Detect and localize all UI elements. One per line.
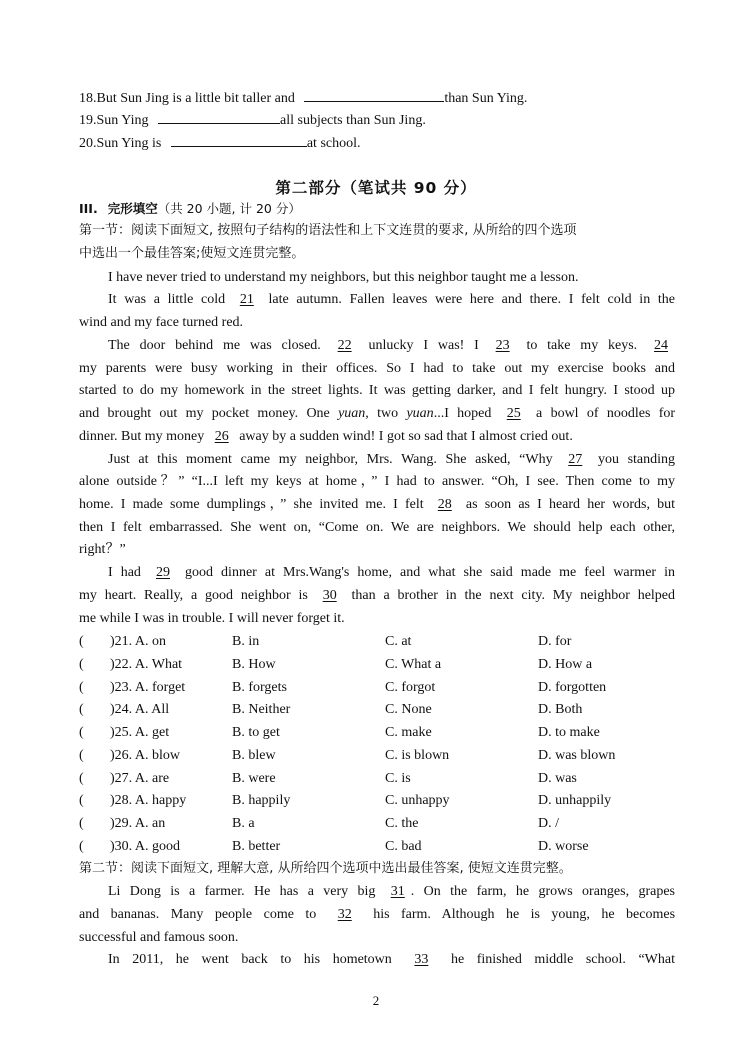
blank-28[interactable]: 28 xyxy=(437,497,452,512)
passage-line: me while I was in trouble. I will never forget it. xyxy=(79,611,345,626)
option-a: )29. A. an xyxy=(110,816,166,831)
option-c: C. at xyxy=(385,634,412,649)
part-title: 第二部分（笔试共 90 分） xyxy=(275,179,477,197)
passage-line xyxy=(79,906,675,924)
blank-24[interactable]: 24 xyxy=(654,338,669,353)
blank-29[interactable]: 29 xyxy=(155,565,170,580)
passage-line xyxy=(108,337,675,355)
answer-paren[interactable]: ( xyxy=(79,725,84,740)
fill-line-20 xyxy=(79,132,675,153)
passage-text: dinner. But my money xyxy=(79,429,205,444)
passage-text: Just at this moment came my neighbor, Mrs. Wang. She asked, “Why xyxy=(108,452,553,467)
question-row xyxy=(79,701,679,719)
passage-line: successful and famous soon. xyxy=(79,930,239,945)
answer-paren[interactable]: ( xyxy=(79,634,84,649)
passage-text: The door behind me was closed. xyxy=(108,338,321,353)
section-note: （共 20 小题, 计 20 分） xyxy=(157,201,301,216)
passage-text: two xyxy=(377,406,399,421)
option-c: C. unhappy xyxy=(385,793,450,808)
fill-line-text: at school. xyxy=(306,136,361,151)
passage-text: Li Dong is a farmer. He has a very big xyxy=(108,884,376,899)
passage-line xyxy=(79,405,675,423)
fill-line-18 xyxy=(79,87,675,108)
passage-line xyxy=(108,883,675,901)
passage-text: and bananas. Many people come to xyxy=(79,907,317,922)
question-row xyxy=(79,724,679,742)
question-row xyxy=(79,633,679,651)
option-a: )23. A. forget xyxy=(110,680,186,695)
passage-text: good dinner at Mrs.Wang's home, and what she said made me feel warmer in xyxy=(185,565,676,580)
option-b: B. Neither xyxy=(232,702,291,717)
question-row xyxy=(79,770,679,788)
passage-text: you standing xyxy=(597,452,676,467)
answer-paren[interactable]: ( xyxy=(79,702,84,717)
passage-text: unlucky I was! I xyxy=(368,338,479,353)
passage-line: right？” xyxy=(79,542,126,557)
option-d: D. to make xyxy=(538,725,600,740)
passage-italic: yuan, xyxy=(338,406,369,421)
option-a: )28. A. happy xyxy=(110,793,187,808)
option-a: )26. A. blow xyxy=(110,748,180,763)
option-d: D. worse xyxy=(538,839,589,854)
passage-text: as soon as I heard her words, but xyxy=(465,497,675,512)
option-c: C. the xyxy=(385,816,419,831)
answer-blank[interactable] xyxy=(304,87,444,102)
blank-22[interactable]: 22 xyxy=(337,338,352,353)
option-b: B. blew xyxy=(232,748,276,763)
option-c: C. make xyxy=(385,725,432,740)
passage-line xyxy=(108,451,675,469)
instruction-line: 中选出一个最佳答案;使短文连贯完整。 xyxy=(79,246,305,261)
option-d: D. was blown xyxy=(538,748,616,763)
passage-line: my parents were busy working in their offices. So I had to take out my exercise books and xyxy=(79,361,675,376)
option-b: B. better xyxy=(232,839,281,854)
passage-italic: yuan xyxy=(406,406,434,421)
fill-line-text: all subjects than Sun Jing. xyxy=(280,113,426,128)
blank-26[interactable]: 26 xyxy=(214,429,229,444)
passage-text: late autumn. Fallen leaves were here and there. I felt cold in the xyxy=(268,292,675,307)
instruction-line: 第一节：阅读下面短文, 按照句子结构的语法性和上下文连贯的要求, 从所给的四个选项 xyxy=(79,223,577,238)
question-row xyxy=(79,656,679,674)
passage-text: he finished middle school. “What xyxy=(450,952,676,967)
answer-blank[interactable] xyxy=(158,109,280,124)
passage-text: to take my keys. xyxy=(526,338,638,353)
fill-line-19 xyxy=(79,109,675,130)
question-row xyxy=(79,747,679,765)
passage-text: I had xyxy=(108,565,141,580)
blank-32[interactable]: 32 xyxy=(337,907,352,922)
blank-33[interactable]: 33 xyxy=(414,952,429,967)
passage-line xyxy=(79,428,675,446)
option-b: B. a xyxy=(232,816,255,831)
passage-line xyxy=(79,587,675,605)
passage-text: In 2011, he went back to his hometown xyxy=(108,952,392,967)
option-b: B. to get xyxy=(232,725,280,740)
passage-text: away by a sudden wind! I got so sad that I almost cried out. xyxy=(239,429,573,444)
passage-line: then I felt embarrassed. She went on, “Come on. We are neighbors. We should help each other, xyxy=(79,520,675,535)
option-a: )21. A. on xyxy=(110,634,166,649)
option-c: C. is blown xyxy=(385,748,450,763)
passage-text: than a brother in the next city. My neighbor helped xyxy=(351,588,676,603)
passage-line xyxy=(108,951,675,969)
option-d: D. Both xyxy=(538,702,583,717)
answer-paren[interactable]: ( xyxy=(79,771,84,786)
option-c: C. What a xyxy=(385,657,442,672)
blank-21[interactable]: 21 xyxy=(239,292,254,307)
passage-text: a bowl of noodles for xyxy=(536,406,676,421)
answer-paren[interactable]: ( xyxy=(79,657,84,672)
passage-line: wind and my face turned red. xyxy=(79,315,244,330)
option-d: D. How a xyxy=(538,657,593,672)
option-a: )25. A. get xyxy=(110,725,170,740)
blank-23[interactable]: 23 xyxy=(495,338,510,353)
option-d: D. / xyxy=(538,816,559,831)
option-a: )27. A. are xyxy=(110,771,170,786)
passage-text: It was a little cold xyxy=(108,292,226,307)
option-b: B. happily xyxy=(232,793,291,808)
question-row xyxy=(79,815,679,833)
option-b: B. were xyxy=(232,771,276,786)
answer-paren[interactable]: ( xyxy=(79,748,84,763)
question-row xyxy=(79,792,679,810)
passage-text: home. I made some dumplings，” she invited me. I felt xyxy=(79,497,424,512)
answer-paren[interactable]: ( xyxy=(79,793,84,808)
passage-line: started to do my homework in the street lights. It was getting darker, and I felt hungry. I stood up xyxy=(79,383,675,398)
option-b: B. in xyxy=(232,634,260,649)
option-c: C. bad xyxy=(385,839,422,854)
instruction-line: 第二节：阅读下面短文, 理解大意, 从所给四个选项中选出最佳答案, 使短文连贯完整。 xyxy=(79,861,572,876)
option-d: D. unhappily xyxy=(538,793,612,808)
passage-text: his farm. Although he is young, he becomes xyxy=(373,907,676,922)
question-row xyxy=(79,838,679,856)
passage-line xyxy=(79,496,675,514)
page-number: 2 xyxy=(372,993,380,1008)
section-heading xyxy=(79,200,675,218)
passage-line xyxy=(108,564,675,582)
fill-line-text: than Sun Ying. xyxy=(444,91,528,106)
passage-text: and brought out my pocket money. One xyxy=(79,406,330,421)
option-a: )22. A. What xyxy=(110,657,183,672)
blank-31[interactable]: 31 xyxy=(390,884,405,899)
section-name: 完形填空 xyxy=(107,201,158,216)
option-c: C. None xyxy=(385,702,432,717)
option-a: )24. A. All xyxy=(110,702,170,717)
option-b: B. forgets xyxy=(232,680,287,695)
passage-text: ...I hoped xyxy=(433,406,492,421)
option-d: D. for xyxy=(538,634,572,649)
answer-paren[interactable]: ( xyxy=(79,680,84,695)
option-d: D. was xyxy=(538,771,577,786)
blank-30[interactable]: 30 xyxy=(322,588,337,603)
passage-text: . On the farm, he grows oranges, grapes xyxy=(410,884,676,899)
answer-paren[interactable]: ( xyxy=(79,816,84,831)
passage-line: I have never tried to understand my neighbors, but this neighbor taught me a lesson. xyxy=(108,270,579,285)
fill-line-text: 20.Sun Ying is xyxy=(79,136,162,151)
question-row xyxy=(79,679,679,697)
passage-line xyxy=(108,291,675,309)
blank-27[interactable]: 27 xyxy=(568,452,583,467)
answer-paren[interactable]: ( xyxy=(79,839,84,854)
option-c: C. forgot xyxy=(385,680,436,695)
section-number: III. xyxy=(79,201,98,216)
option-b: B. How xyxy=(232,657,276,672)
fill-line-text: 19.Sun Ying xyxy=(79,113,149,128)
option-c: C. is xyxy=(385,771,411,786)
passage-line: alone outside？” “I...I left my keys at home，” I had to answer. “Oh, I see. Then come to my xyxy=(79,474,675,489)
option-d: D. forgotten xyxy=(538,680,607,695)
answer-blank[interactable] xyxy=(171,132,307,147)
passage-text: my heart. Really, a good neighbor is xyxy=(79,588,308,603)
fill-line-text: 18.But Sun Jing is a little bit taller and xyxy=(79,91,295,106)
blank-25[interactable]: 25 xyxy=(506,406,521,421)
option-a: )30. A. good xyxy=(110,839,180,854)
